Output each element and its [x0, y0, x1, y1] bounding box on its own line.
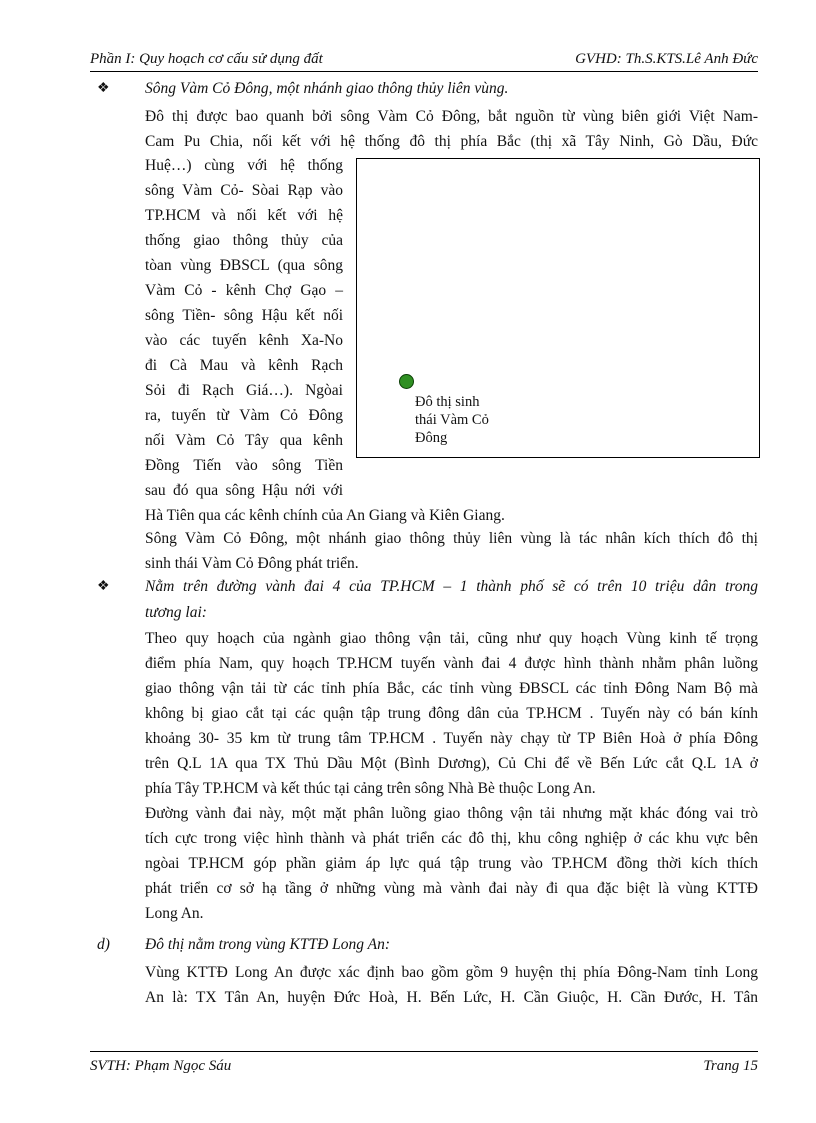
section1-line: Cam Pu Chia, nối kết với hệ thống đô thị phía Bắc (thị xã Tây Ninh, Gò Dầu, Đức — [145, 133, 758, 150]
section1-wrap-line: tòan vùng ĐBSCL (qua sông — [145, 257, 343, 274]
section2-para1-line: khoảng 30- 35 km từ trung tâm TP.HCM . Tuyến này chạy từ TP Biên Hoà ở phía Đông — [145, 730, 758, 747]
map-figure — [356, 158, 760, 458]
page-number: Trang 15 — [703, 1058, 758, 1074]
section2-para1-line: giao thông vận tải từ các tỉnh phía Bắc, các tỉnh vùng ĐBSCL các tỉnh Đông Nam Bộ mà — [145, 680, 758, 697]
header-chapter: Phần I: Quy hoạch cơ cấu sử dụng đất — [90, 51, 323, 67]
section2-para2-line: phát triển cơ sở hạ tầng ở những vùng mà vành đai này đi qua đặc biệt là vùng KTTĐ — [145, 880, 758, 897]
section2-heading-line: tương lai: — [145, 604, 207, 621]
header-supervisor: GVHD: Th.S.KTS.Lê Anh Đức — [575, 51, 758, 67]
map-caption — [415, 393, 489, 447]
bullet-icon: ❖ — [97, 81, 110, 96]
page-header — [90, 51, 758, 72]
section2-para2-line: Long An. — [145, 905, 204, 922]
section-d-line: An là: TX Tân An, huyện Đức Hoà, H. Bến Lức, H. Cần Giuộc, H. Cần Đước, H. Tân — [145, 989, 758, 1006]
section1-summary-line: Sông Vàm Cỏ Đông, một nhánh giao thông thủy liên vùng là tác nhân kích thích đô thị — [145, 530, 758, 547]
section2-para1-line: điểm phía Nam, quy hoạch TP.HCM tuyến vành đai 4 được hình thành nhằm phân luồng — [145, 655, 758, 672]
section1-summary-line: sinh thái Vàm Cỏ Đông phát triển. — [145, 555, 359, 572]
section1-wrap-line: đi Cà Mau và kênh Rạch — [145, 357, 343, 374]
section1-wrap-line: thống giao thông thủy của — [145, 232, 343, 249]
section1-wrap-line: Đồng Tiến vào sông Tiền — [145, 457, 343, 474]
page-footer — [90, 1051, 758, 1076]
section2-para1-line: trên Q.L 1A qua TX Thủ Dầu Một (Bình Dương), Củ Chi để về Bến Lức cắt Q.L 1A ở — [145, 755, 758, 772]
section1-wrap-line: ra, tuyến từ Vàm Cỏ Đông — [145, 407, 343, 424]
location-marker-icon — [399, 374, 414, 389]
section1-wrap-line: nối Vàm Cỏ Tây qua kênh — [145, 432, 343, 449]
section1-line: Đô thị được bao quanh bởi sông Vàm Cỏ Đông, bắt nguồn từ vùng biên giới Việt Nam- — [145, 108, 758, 125]
section2-para1-line: Theo quy hoạch của ngành giao thông vận tải, cũng như quy hoạch Vùng kinh tế trọng — [145, 630, 758, 647]
section1-wrap-line: sau đó qua sông Hậu nới với — [145, 482, 343, 499]
section1-wrap-line: vào các tuyến kênh Xa-No — [145, 332, 343, 349]
section1-tail-line: Hà Tiên qua các kênh chính của An Giang và Kiên Giang. — [145, 507, 505, 524]
section2-para2-line: ngòai TP.HCM góp phần giảm áp lực quá tập trung vào TP.HCM đồng thời kích thích — [145, 855, 758, 872]
section-d-label: d) — [97, 936, 110, 953]
map-caption-line: Đông — [415, 430, 448, 446]
section2-para1-line: không bị giao cắt tại các quận tập trung đông dân của TP.HCM . Tuyến này có bán kính — [145, 705, 758, 722]
section1-wrap-line: TP.HCM và nối kết với hệ — [145, 207, 343, 224]
section2-heading-line: Nằm trên đường vành đai 4 của TP.HCM – 1 thành phố sẽ có trên 10 triệu dân trong — [145, 578, 758, 595]
section1-wrap-line: sông Tiền- sông Hậu kết nối — [145, 307, 343, 324]
footer-student: SVTH: Phạm Ngọc Sáu — [90, 1058, 232, 1074]
section1-heading: Sông Vàm Cỏ Đông, một nhánh giao thông thủy liên vùng. — [145, 80, 509, 97]
section2-para2-line: tích cực trong việc hình thành và phát triển các đô thị, khu công nghiệp ở các khu vực bên — [145, 830, 758, 847]
section1-wrap-line: Vàm Cỏ - kênh Chợ Gạo – — [145, 282, 343, 299]
section1-wrap-line: sông Vàm Cỏ- Sòai Rạp vào — [145, 182, 343, 199]
map-caption-line: thái Vàm Cỏ — [415, 412, 489, 428]
section1-wrap-line: Huệ…) cùng với hệ thống — [145, 157, 343, 174]
section-d-heading: Đô thị nằm trong vùng KTTĐ Long An: — [145, 936, 391, 953]
map-caption-line: Đô thị sinh — [415, 394, 480, 410]
bullet-icon: ❖ — [97, 579, 110, 594]
section-d-line: Vùng KTTĐ Long An được xác định bao gồm gồm 9 huyện thị phía Đông-Nam tỉnh Long — [145, 964, 758, 981]
section2-para2-line: Đường vành đai này, một mặt phân luồng giao thông vận tải nhưng mặt khác đóng vai trò — [145, 805, 758, 822]
section2-para1-line: phía Tây TP.HCM và kết thúc tại cảng trên sông Nhà Bè thuộc Long An. — [145, 780, 596, 797]
section1-wrap-line: Sỏi đi Rạch Giá…). Ngòai — [145, 382, 343, 399]
